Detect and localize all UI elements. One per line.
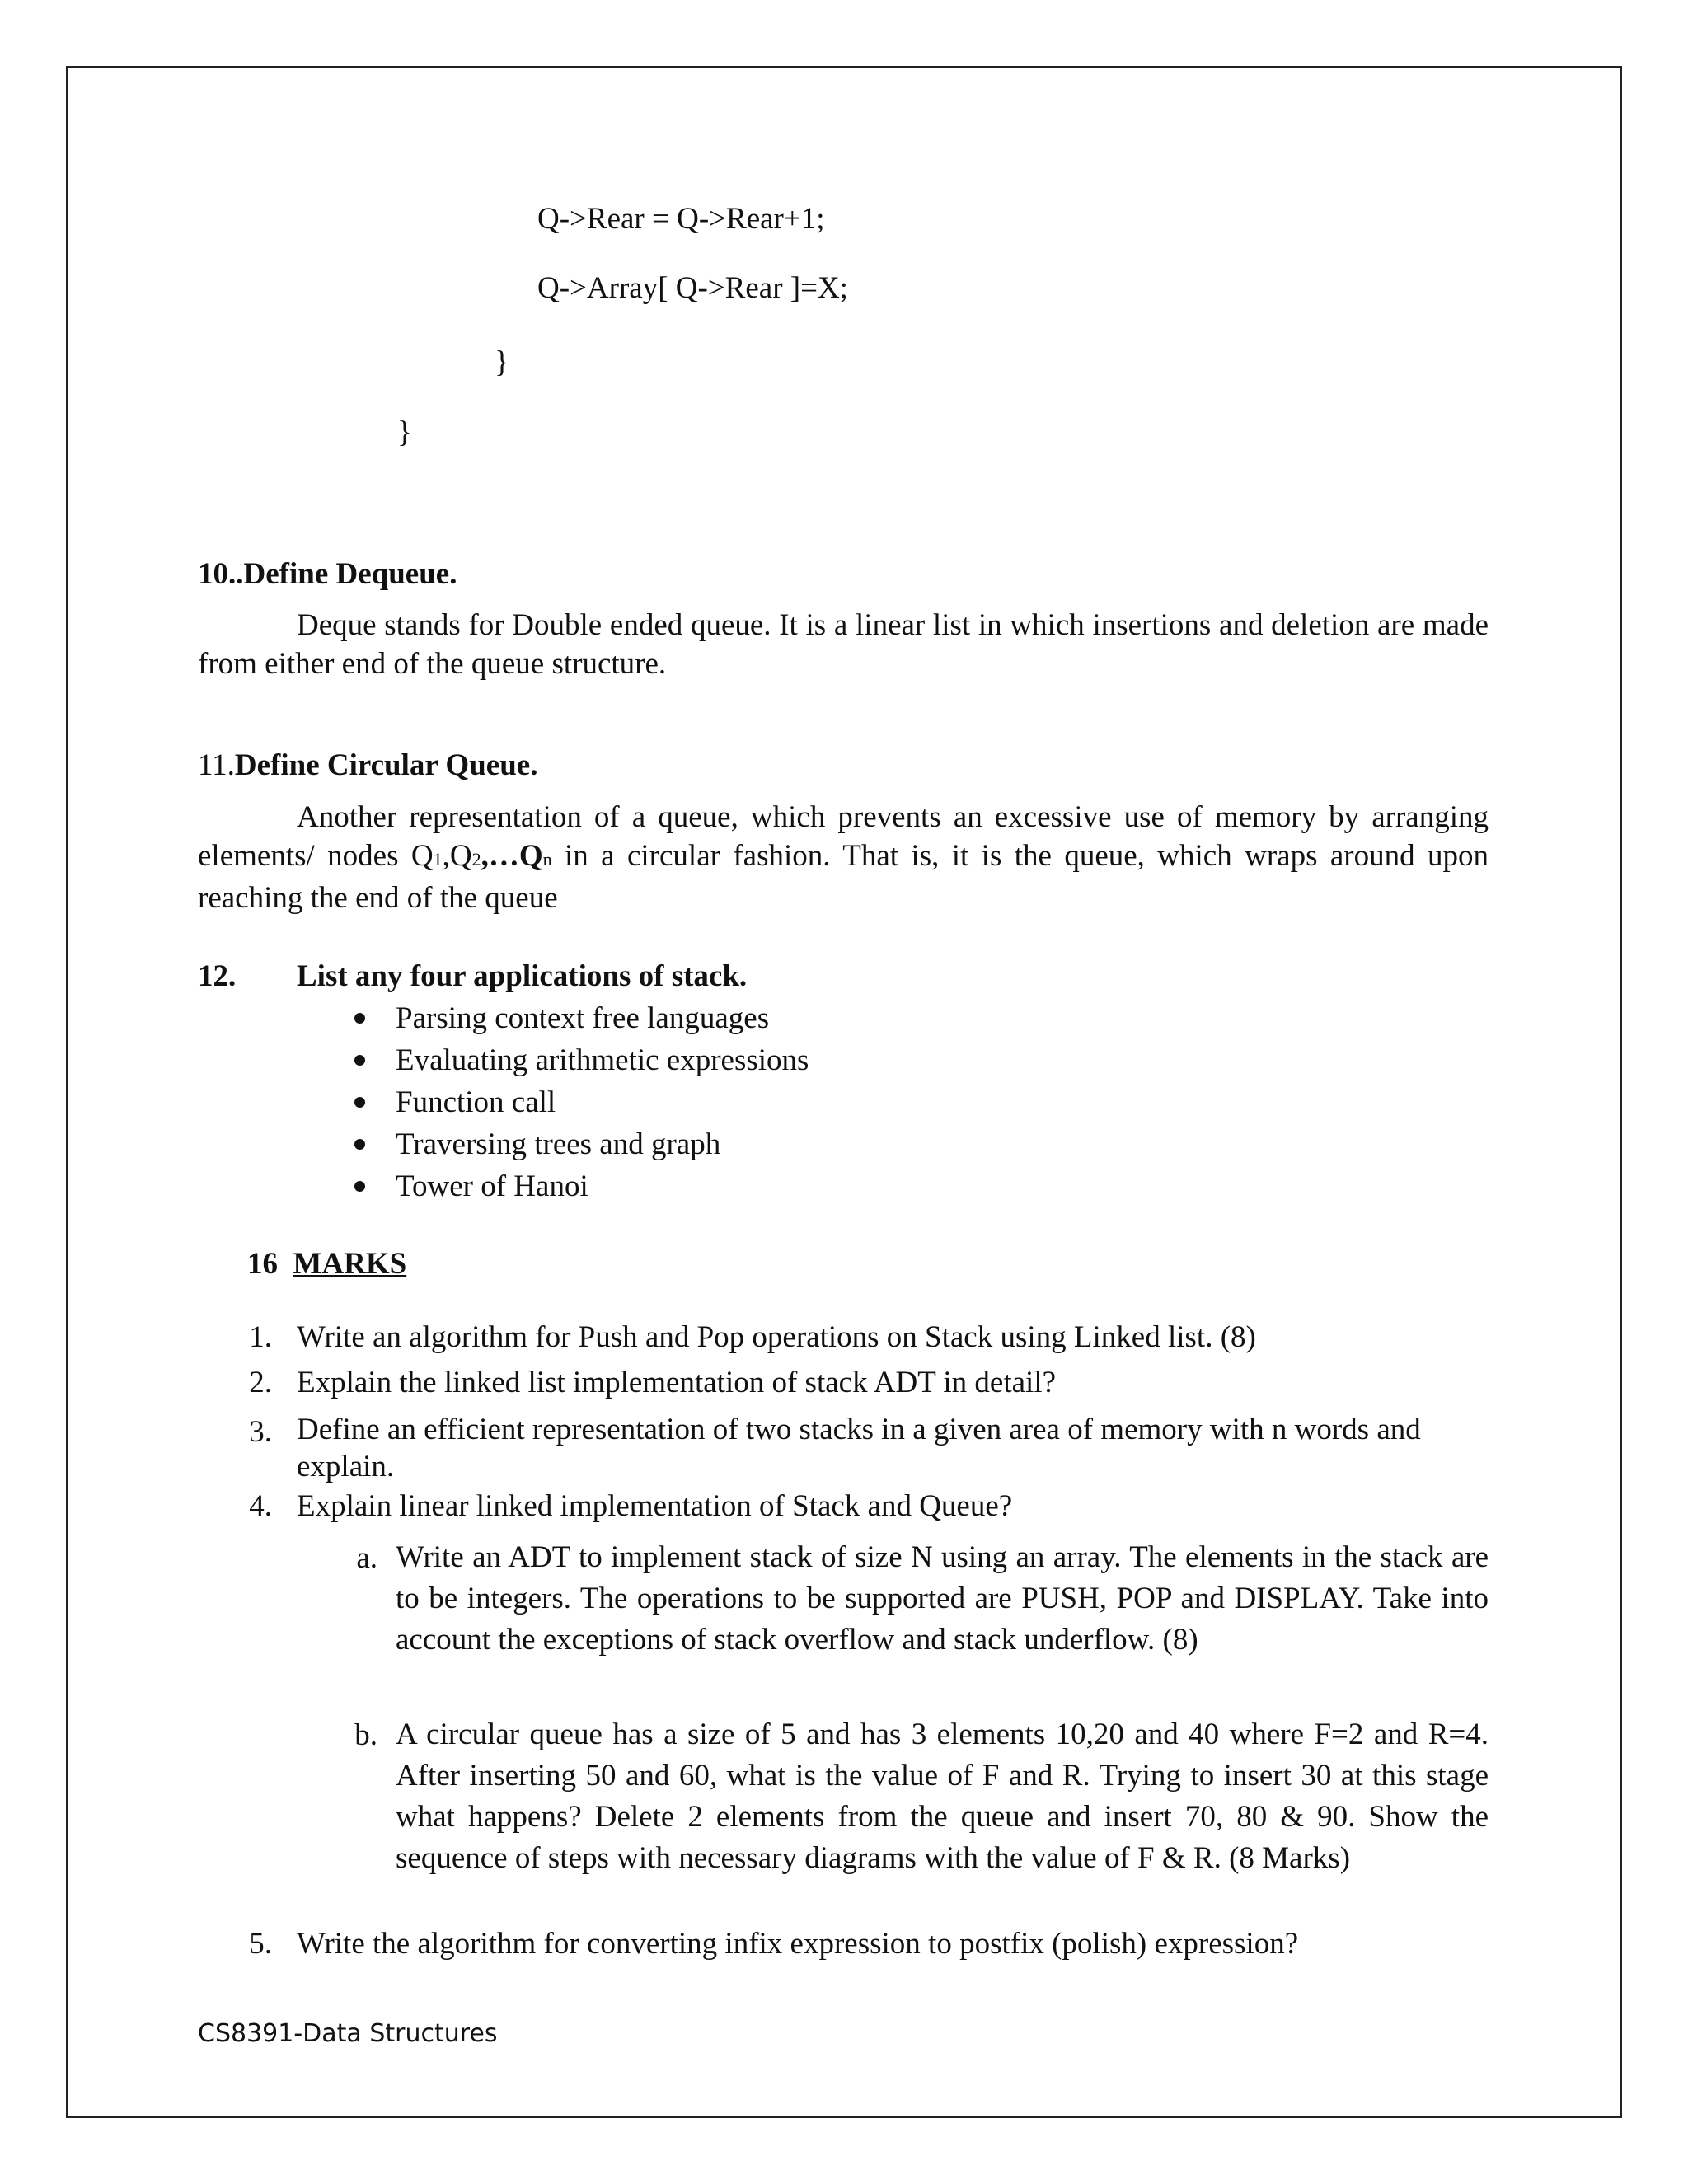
- question-number: 3.: [249, 1415, 272, 1449]
- question-number: 4.: [249, 1489, 272, 1523]
- q11-bold-ellipsis-q: ,…Q: [481, 839, 543, 873]
- bullet-icon: [354, 1181, 365, 1192]
- subquestion-text: A circular queue has a size of 5 and has 3 elements 10,20 and 40 where F=2 and R=4. After inserting 50 and 60, what is the value of F and R. Trying to insert 30 at this stage what happens? Delete 2 elements from the queue and insert 70, 80 & 90. Show the sequence of steps with necessary diagrams with the value of F & R. (8 Marks): [396, 1718, 1489, 1875]
- q11-subscript-1: 1: [433, 849, 443, 869]
- q10-body: [198, 606, 1489, 683]
- q11-body-end: in a circular fashion. That is, it is the queue, which wraps around upon reaching the end of the queue: [198, 839, 1489, 915]
- code-closing-brace-outer: }: [397, 415, 412, 449]
- code-closing-brace-inner: }: [495, 345, 509, 379]
- list-item: Function call: [396, 1081, 556, 1123]
- question-text: Write an algorithm for Push and Pop operations on Stack using Linked list. (8): [297, 1320, 1256, 1354]
- question-text: Explain linear linked implementation of Stack and Queue?: [297, 1489, 1013, 1523]
- q11-subscript-2: 2: [471, 849, 481, 869]
- q12-heading: List any four applications of stack.: [297, 959, 748, 993]
- question-number: 1.: [249, 1320, 272, 1354]
- code-line-array-assign: Q->Array[ Q->Rear ]=X;: [537, 271, 848, 305]
- marks-number: 16: [247, 1247, 278, 1281]
- list-item: Parsing context free languages: [396, 997, 769, 1039]
- question-text: Explain the linked list implementation of stack ADT in detail?: [297, 1366, 1057, 1399]
- subquestion-number: a.: [356, 1541, 377, 1575]
- q11-number: 11.: [198, 748, 235, 782]
- q10-body-text: Deque stands for Double ended queue. It is a linear list in which insertions and deletion are made from either end of the queue structure.: [198, 608, 1489, 681]
- marks-label: MARKS: [293, 1247, 407, 1281]
- subquestion-text: Write an ADT to implement stack of size N using an array. The elements in the stack are to be integers. The operations to be supported are PUSH, POP and DISPLAY. Take into account the exceptions of stack overflow and stack underflow. (8): [396, 1540, 1489, 1657]
- q11-heading: [198, 748, 537, 784]
- question-text: Write the algorithm for converting infix expression to postfix (polish) expression?: [297, 1927, 1299, 1961]
- question-number: 5.: [249, 1927, 272, 1961]
- bullet-icon: [354, 1139, 365, 1150]
- code-line-rear-increment: Q->Rear = Q->Rear+1;: [537, 202, 825, 236]
- marks-section-heading: [247, 1246, 406, 1282]
- bullet-icon: [354, 1097, 365, 1108]
- question-number: 2.: [249, 1366, 272, 1399]
- q11-body-start: Another representation of a queue, which prevents an excessive use of memory by arranging elements/ nodes Q: [198, 800, 1489, 873]
- q10-heading: 10..Define Dequeue.: [198, 557, 457, 591]
- bullet-icon: [354, 1013, 365, 1024]
- list-item: Tower of Hanoi: [396, 1165, 588, 1207]
- list-item: Evaluating arithmetic expressions: [396, 1039, 809, 1081]
- q11-comma-q: ,Q: [442, 839, 472, 873]
- page-footer: CS8391-Data Structures: [198, 2019, 498, 2048]
- list-item: Traversing trees and graph: [396, 1123, 720, 1165]
- q11-body: [198, 798, 1489, 917]
- q11-subscript-n: n: [542, 849, 552, 869]
- q12-application-list: [396, 997, 1385, 1212]
- subquestion-number: b.: [354, 1718, 377, 1752]
- question-text: Define an efficient representation of two stacks in a given area of memory with n words and explain.: [297, 1413, 1421, 1483]
- bullet-icon: [354, 1055, 365, 1066]
- q12-number: 12.: [198, 959, 237, 993]
- q11-heading-text: Define Circular Queue.: [234, 748, 538, 782]
